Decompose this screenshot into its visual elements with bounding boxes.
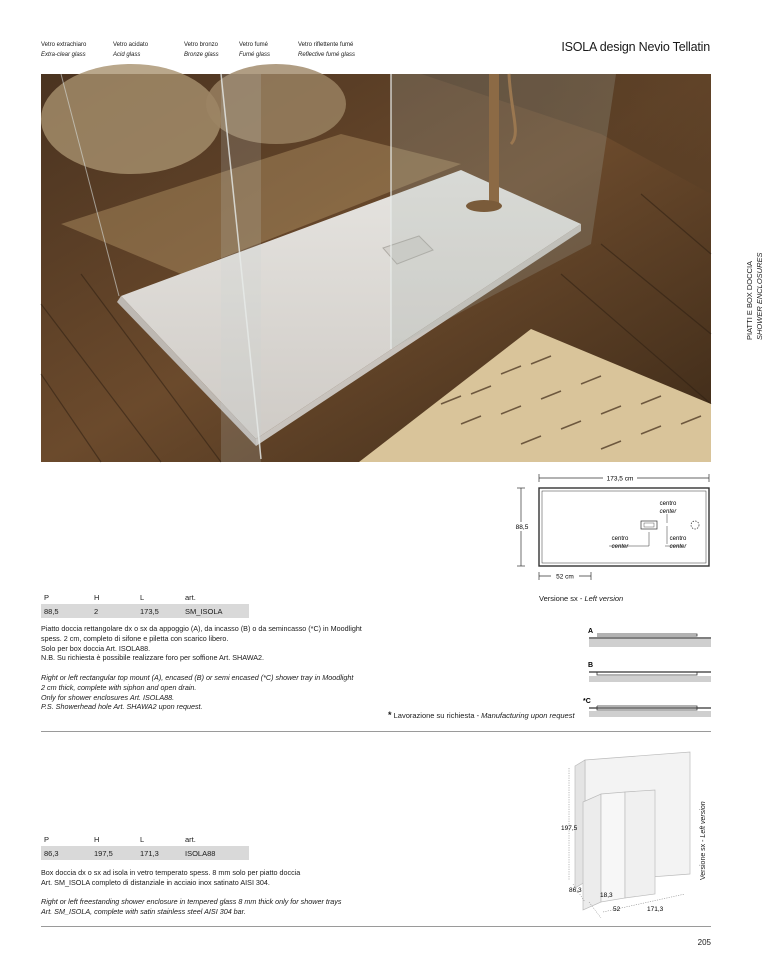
profile-label: B [588, 662, 594, 669]
enclosure-description [41, 868, 391, 917]
center-label: center [669, 544, 687, 550]
tray-offset-label: 52 cm [556, 573, 574, 581]
tray-width-label: 173,5 cm [606, 475, 634, 483]
box-spacer-label: 18,3 [600, 892, 613, 899]
manufacturing-note [388, 710, 575, 720]
tray-description [41, 624, 391, 712]
desc-line: N.B. Su richiesta è possibile realizzare foro per soffione Art. SHAWA2. [41, 653, 265, 663]
glass-type-it: Vetro extrachiaro [41, 42, 87, 48]
table-cell: 2 [94, 607, 99, 616]
category-label-en: SHOWER ENCLOSURES [755, 252, 764, 340]
installation-profiles [585, 624, 713, 720]
table-cell: SM_ISOLA [185, 607, 223, 616]
profile-label: A [588, 628, 594, 635]
table-row [41, 604, 249, 618]
desc-line: Solo per box doccia Art. ISOLA88. [41, 643, 151, 653]
table-row [41, 846, 249, 860]
table-cell: 86,3 [44, 849, 59, 858]
section-divider [41, 731, 711, 732]
desc-line: Art. SM_ISOLA, complete with satin stainless steel AISI 304 bar. [41, 907, 246, 917]
note-it: Lavorazione su richiesta - [393, 711, 482, 720]
page-title: ISOLA design Nevio Tellatin [561, 40, 710, 54]
page-number: 205 [697, 938, 711, 947]
tray-depth-label: 88,5 [515, 524, 529, 531]
version-en: Left version [584, 594, 624, 603]
center-label: center [659, 509, 677, 515]
enclosure-drawing [555, 752, 700, 922]
box-version-label [700, 801, 707, 880]
glass-type-it: Vetro bronzo [184, 42, 219, 48]
note-en: Manufacturing upon request [481, 711, 575, 720]
table-header-cell: H [94, 835, 100, 844]
tray-dimension-drawing [515, 474, 715, 586]
version-en: Left version [700, 801, 707, 838]
glass-type [113, 40, 193, 60]
desc-line: Right or left freestanding shower enclosure in tempered glass 8 mm thick only for shower trays [41, 897, 342, 907]
center-label: centro [659, 501, 677, 507]
glass-type-en: Reflective fumé glass [298, 52, 356, 58]
table-header-cell: art. [185, 835, 196, 844]
category-label-it: PIATTI E BOX DOCCIA [745, 260, 754, 340]
desc-line: Art. SM_ISOLA completo di distanziale in acciaio inox satinato AISI 304. [41, 877, 270, 887]
center-label: centro [611, 536, 629, 542]
table-header-cell: L [140, 835, 145, 844]
version-it: Versione sx - [700, 837, 707, 880]
table-cell: 171,3 [140, 849, 159, 858]
glass-type-en: Bronze glass [184, 52, 219, 58]
center-label: centro [669, 536, 687, 542]
tray-version-label [539, 594, 623, 603]
glass-type-it: Vetro fumé [239, 42, 269, 48]
table-cell: 173,5 [140, 607, 159, 616]
desc-line: P.S. Showerhead hole Art. SHAWA2 upon request. [41, 702, 203, 712]
shower-scene-illustration [41, 74, 711, 462]
table-cell: 88,5 [44, 607, 59, 616]
desc-line: Piatto doccia rettangolare dx o sx da appoggio (A), da incasso (B) o da semincasso (*C) in Moodlight [41, 624, 362, 633]
glass-type-it: Vetro riflettente fumé [298, 42, 354, 48]
glass-type [298, 40, 398, 60]
table-header-cell: L [140, 593, 145, 602]
desc-line: spess. 2 cm, completo di sifone e piletta con scarico libero. [41, 633, 229, 643]
table-header-cell: P [44, 835, 50, 844]
table-header-cell: H [94, 593, 100, 602]
profile-label: *C [583, 698, 591, 705]
section-divider [41, 926, 711, 927]
table-header-row [41, 590, 249, 604]
table-cell: 197,5 [94, 849, 113, 858]
desc-line: Only for shower enclosures Art. ISOLA88. [41, 692, 175, 702]
box-height-label: 197,5 [561, 825, 578, 832]
desc-line: Right or left rectangular top mount (A), encased (B) or semi encased (*C) shower tray in Moodlight [41, 672, 354, 682]
desc-line: 2 cm thick, complete with siphon and open drain. [41, 682, 197, 692]
category-side-label [739, 252, 769, 342]
table-header-cell: art. [185, 593, 196, 602]
table-header-cell: P [44, 593, 50, 602]
product-photo [41, 74, 711, 462]
glass-type-it: Vetro acidato [113, 42, 149, 48]
center-label: center [611, 544, 629, 550]
box-depth-label: 86,3 [569, 887, 582, 894]
box-opening-label: 52 [613, 906, 621, 913]
box-width-label: 171,3 [647, 906, 664, 913]
tray-spec-table [41, 590, 249, 618]
table-cell: ISOLA88 [185, 849, 216, 858]
note-asterisk: * [388, 710, 392, 720]
glass-type [41, 40, 121, 60]
table-header-row [41, 832, 249, 846]
glass-type-en: Fumé glass [239, 52, 271, 58]
glass-type-en: Acid glass [113, 52, 141, 58]
glass-type-en: Extra-clear glass [41, 52, 86, 58]
version-it: Versione sx - [539, 594, 585, 603]
desc-line: Box doccia dx o sx ad isola in vetro temperato spess. 8 mm solo per piatto doccia [41, 868, 301, 877]
enclosure-spec-table [41, 832, 249, 860]
